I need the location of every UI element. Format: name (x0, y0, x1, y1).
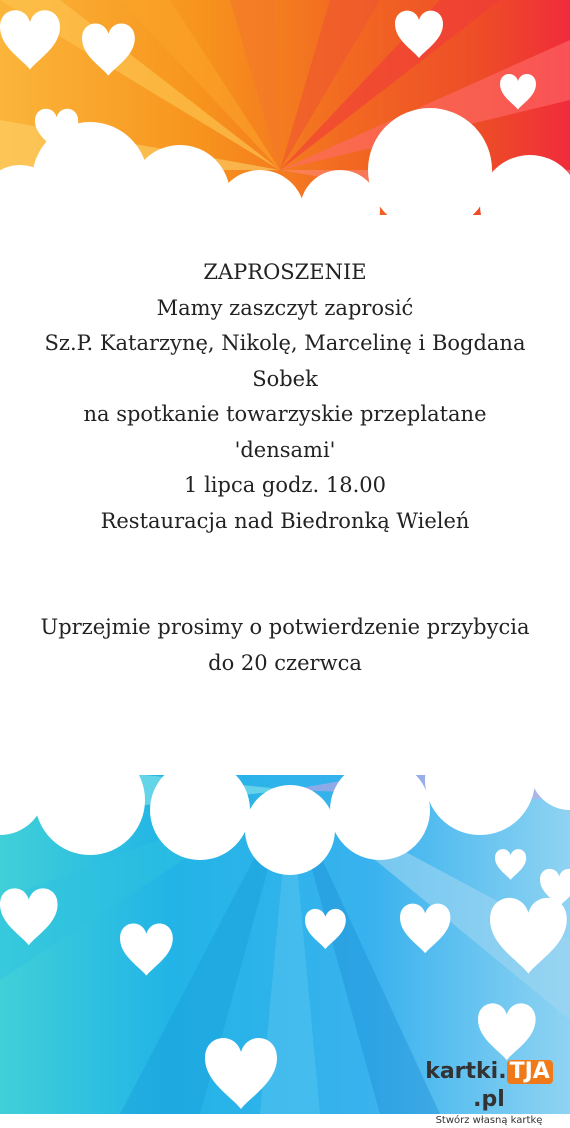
invitation-line: Sobek (252, 366, 318, 391)
logo-tagline: Stwórz własną kartkę (435, 1115, 543, 1126)
spacer (20, 539, 550, 610)
invitation-line: 'densami' (234, 437, 336, 462)
invitation-text (20, 255, 550, 681)
invitation-line: na spotkanie towarzyskie przeplatane (83, 402, 487, 426)
invitation-line: Sz.P. Katarzynę, Nikolę, Marcelinę i Bogdana (44, 331, 526, 355)
invitation-title: ZAPROSZENIE (203, 260, 367, 284)
invitation-date: 1 lipca godz. 18.00 (184, 473, 386, 497)
invitation-line: Mamy zaszczyt zaprosić (156, 295, 414, 320)
rsvp-deadline: do 20 czerwca (208, 650, 362, 675)
rsvp-line: Uprzejmie prosimy o potwierdzenie przybycia (40, 615, 530, 639)
logo-badge: TJA (507, 1060, 553, 1084)
invitation-venue: Restauracja nad Biedronką Wieleń (100, 508, 470, 533)
logo-brand: kartki. TJA.pl (414, 1058, 564, 1114)
kartki-logo[interactable] (414, 1058, 564, 1126)
